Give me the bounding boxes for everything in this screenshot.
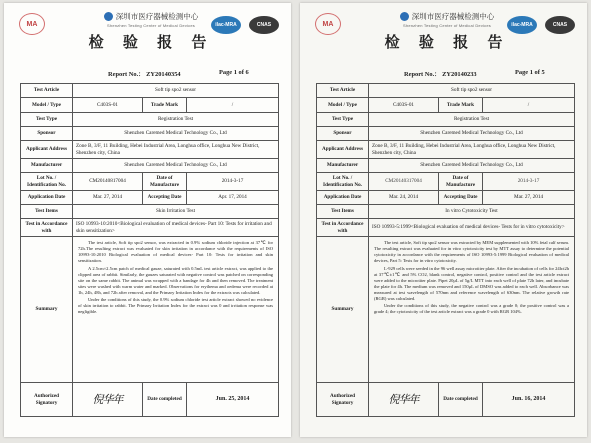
table-row	[21, 141, 279, 159]
table-row	[21, 237, 279, 383]
table-row	[21, 383, 279, 417]
table-row	[317, 141, 575, 159]
report-header	[300, 3, 587, 55]
manufacturer-label: Manufacturer	[21, 159, 73, 173]
test-accordance-label: Test in Accordance with	[317, 219, 369, 237]
table-row	[21, 173, 279, 191]
test-accordance-label: Test in Accordance with	[21, 219, 73, 237]
applicant-address-value: Zone B, 3/F, 11 Building, Hebei Industrial Area, Longhua office, Longhua New District, Shenzhen city, China	[369, 141, 575, 159]
application-date-value: Mar. 27, 2014	[73, 191, 143, 205]
organization-logo-icon	[104, 12, 113, 21]
summary-label: Summary	[317, 237, 369, 383]
report-title: 检 验 报 告	[88, 33, 214, 51]
accepting-date-label: Accepting Date	[439, 191, 483, 205]
summary-text	[369, 237, 575, 383]
manufacturer-value: Shenzhen Caremed Medical Technology Co., Ltd	[369, 159, 575, 173]
organization-block	[76, 11, 226, 52]
table-row	[317, 173, 575, 191]
sponsor-value: Shenzhen Caremed Medical Technology Co., Ltd	[369, 127, 575, 141]
lot-no-label: Lot No. / Identification No.	[317, 173, 369, 191]
table-row	[21, 98, 279, 113]
test-type-value: Registration Test	[369, 113, 575, 127]
test-type-label: Test Type	[21, 113, 73, 127]
organization-name-cn	[372, 11, 522, 22]
table-row	[317, 237, 575, 383]
trade-mark-label: Trade Mark	[439, 98, 483, 113]
report-title: 检 验 报 告	[384, 33, 510, 51]
table-row	[21, 159, 279, 173]
test-items-label: Test Items	[317, 205, 369, 219]
date-of-manufacture-label: Date of Manufacture	[143, 173, 187, 191]
organization-logo-icon	[400, 12, 409, 21]
summary-paragraph: The test article, Soft tip spo2 sensor was extracted by MEM supplemented with 10% fetal calf serum. The resulting extract was evaluated for in vitro cytotoxicity test by MTT assay to determine the potential cytotoxicity in accordance with the requirements of ISO 10993-5:1999 Biological evaluation of medical devices, Part 5: Tests for in vitro cytotoxicity.	[374, 240, 570, 263]
accepting-date-value: Apr. 17, 2014	[187, 191, 279, 205]
trade-mark-label: Trade Mark	[143, 98, 187, 113]
test-accordance-value: ISO 10993-10:2010<Biological evaluation of medical devices- Part 10: Tests for irritation and skin sensitization>	[73, 219, 279, 237]
organization-name-en: Shenzhen Testing Center of Medical Devices	[107, 23, 195, 28]
applicant-address-label: Applicant Address	[21, 141, 73, 159]
table-row	[317, 191, 575, 205]
table-row	[317, 159, 575, 173]
manufacturer-value: Shenzhen Caremed Medical Technology Co., Ltd	[73, 159, 279, 173]
report-page-skin-irritation	[4, 3, 291, 437]
test-article-label: Test Article	[317, 84, 369, 98]
test-items-value: In vitro Cytotoxicity Test	[369, 205, 575, 219]
report-page-cytotoxicity	[300, 3, 587, 437]
applicant-address-value: Zone B, 3/F, 11 Building, Hebei Industrial Area, Longhua office, Longhua New District, Shenzhen city, China	[73, 141, 279, 159]
sponsor-label: Sponsor	[21, 127, 73, 141]
table-row	[21, 113, 279, 127]
model-type-label: Model / Type	[21, 98, 73, 113]
accepting-date-label: Accepting Date	[143, 191, 187, 205]
organization-name-cn-text: 深圳市医疗器械检测中心	[115, 12, 199, 21]
table-row	[21, 205, 279, 219]
trade-mark-value: /	[483, 98, 575, 113]
summary-paragraph: L-929 cells were seeded in the 96 well assay microtiter plate. After the incubation of cells for 24h±2h at 37℃±1℃ and 5% CO2, blank control, negative control, positive control and the test article extract were added to the microtiter plate. Pipet 20μL of 5g/L MTT into each well of plate 72h later, and incubate the plate for 4h. The medium was removed and 150μL of DMSO was added to each well. Absorbance was measured at test wavelength of 570nm and reference wavelength of 630nm. The relative growth rate (RGR) was calculated.	[374, 265, 570, 301]
summary-text	[73, 237, 279, 383]
table-row	[317, 219, 575, 237]
summary-label: Summary	[21, 237, 73, 383]
test-type-label: Test Type	[317, 113, 369, 127]
organization-name-cn	[76, 11, 226, 22]
signature: 倪华年	[73, 383, 143, 417]
summary-paragraph: A 2.5cm×2.5cm patch of medical gauze, saturated with 0.5mL test article extract, was applied to the clipped area of rabbit. Similarly, the gauzes saturated with negative control was patched on corresponding site on the same rabbit. The animal was wrapped with a bandage for 4h and then removed. The treatment sites were washed with warm water and marked. Observations for erythema and oedema were recorded at 1h, 24h, 48h, and 72h after removal, and the Primary Irritation Index for the extracts was calculated.	[78, 265, 274, 295]
sponsor-value: Shenzhen Caremed Medical Technology Co., Ltd	[73, 127, 279, 141]
date-of-manufacture-value: 2014-3-17	[483, 173, 575, 191]
page-number: Page 1 of 6	[219, 69, 249, 76]
application-date-value: Mar. 24, 2014	[369, 191, 439, 205]
table-row	[21, 219, 279, 237]
application-date-label: Application Date	[21, 191, 73, 205]
model-type-label: Model / Type	[317, 98, 369, 113]
report-info-table	[316, 83, 575, 417]
table-row	[21, 84, 279, 98]
manufacturer-label: Manufacturer	[317, 159, 369, 173]
lot-no-value: CM20140317004	[369, 173, 439, 191]
summary-paragraph: Under the conditions of this study, the 0.9% sodium chloride test article extract showed no evidence of skin irritation to rabbit. The Primary Irritation Index for the extract was 0 and irritation response was negligible.	[78, 297, 274, 314]
organization-name-en: Shenzhen Testing Center of Medical Devices	[403, 23, 491, 28]
report-number: Report No.： ZY20140233	[404, 71, 477, 78]
table-row	[317, 113, 575, 127]
table-row	[21, 191, 279, 205]
test-type-value: Registration Test	[73, 113, 279, 127]
report-number: Report No.： ZY20140354	[108, 71, 181, 78]
model-type-value: C403S-01	[73, 98, 143, 113]
signature: 倪华年	[369, 383, 439, 417]
test-article-label: Test Article	[21, 84, 73, 98]
application-date-label: Application Date	[317, 191, 369, 205]
organization-name-cn-text: 深圳市医疗器械检测中心	[411, 12, 495, 21]
applicant-address-label: Applicant Address	[317, 141, 369, 159]
model-type-value: C403S-01	[369, 98, 439, 113]
date-completed-label: Date completed	[439, 383, 483, 417]
table-row	[317, 98, 575, 113]
summary-paragraph: The test article, Soft tip spo2 sensor, was extracted in 0.9% sodium chloride injection at 37℃ for 72h.The resulting extract was evaluated for skin irritation in accordance with the requirements of ISO 10993-10:2010 Biological evaluation of medical devices- Part 10: Tests for irritation and skin sensitization.	[78, 240, 274, 263]
report-header	[4, 3, 291, 55]
cnas-badge-icon: CNAS	[545, 16, 575, 34]
date-completed-label: Date completed	[143, 383, 187, 417]
lot-no-label: Lot No. / Identification No.	[21, 173, 73, 191]
test-article-value: Soft tip spo2 sensor	[369, 84, 575, 98]
accepting-date-value: Mar. 27, 2014	[483, 191, 575, 205]
ilac-mra-badge-icon: ilac-MRA	[507, 16, 537, 34]
date-of-manufacture-value: 2014-3-17	[187, 173, 279, 191]
report-info-table	[20, 83, 279, 417]
cnas-badge-icon: CNAS	[249, 16, 279, 34]
ilac-mra-badge-icon: ilac-MRA	[211, 16, 241, 34]
summary-paragraph: Under the conditions of this study, the negative control was a grade 0; the positive control was a grade 4; the cytotoxicity of the test article extract was a grade 0 with RGR 104%.	[374, 303, 570, 314]
sponsor-label: Sponsor	[317, 127, 369, 141]
table-row	[317, 205, 575, 219]
cma-logo-icon: MA	[315, 13, 341, 35]
table-row	[21, 127, 279, 141]
date-of-manufacture-label: Date of Manufacture	[439, 173, 483, 191]
table-row	[317, 383, 575, 417]
test-items-value: Skin Irritation Test	[73, 205, 279, 219]
date-completed-value: Jun. 16, 2014	[483, 383, 575, 417]
date-completed-value: Jun. 25, 2014	[187, 383, 279, 417]
lot-no-value: CM20140817004	[73, 173, 143, 191]
organization-block	[372, 11, 522, 52]
table-row	[317, 127, 575, 141]
authorized-signatory-label: Authorized Signatory	[317, 383, 369, 417]
test-article-value: Soft tip spo2 sensor	[73, 84, 279, 98]
test-accordance-value: ISO 10993-5:1999<Biological evaluation of medical devices- Tests for in vitro cytotoxicity>	[369, 219, 575, 237]
page-number: Page 1 of 5	[515, 69, 545, 76]
test-items-label: Test Items	[21, 205, 73, 219]
cma-logo-icon: MA	[19, 13, 45, 35]
trade-mark-value: /	[187, 98, 279, 113]
table-row	[317, 84, 575, 98]
authorized-signatory-label: Authorized Signatory	[21, 383, 73, 417]
